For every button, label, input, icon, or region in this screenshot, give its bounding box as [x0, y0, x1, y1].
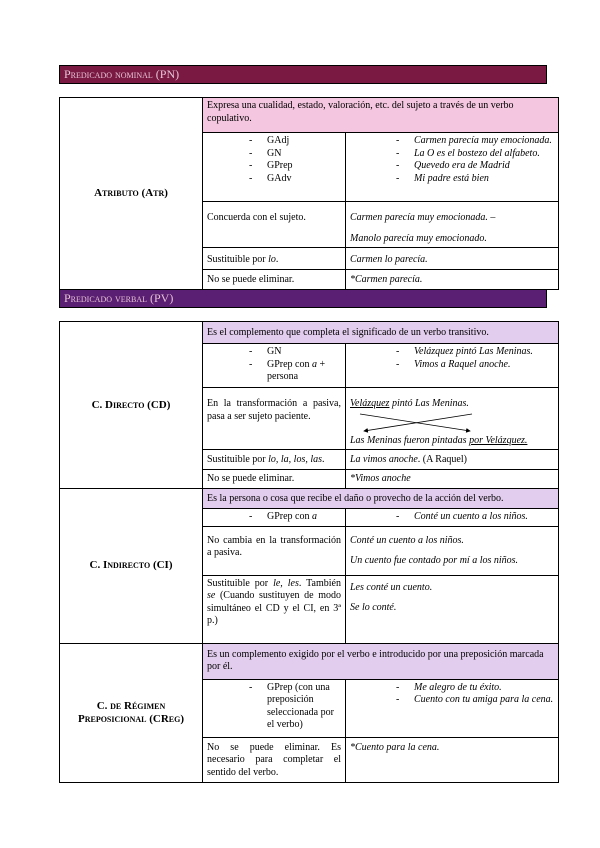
- creg-eliminacion: No se puede eliminar. Es necesario para completar el sentido del verbo.: [203, 737, 346, 782]
- pv-header: Predicado verbal (PV): [59, 289, 547, 308]
- atributo-examples: [346, 133, 559, 202]
- example-line: Se lo conté.: [350, 602, 397, 613]
- list-item: - Velázquez pintó Las Meninas.: [350, 346, 554, 359]
- pv-table: [59, 321, 559, 783]
- ci-label: C. Indirecto (CI): [60, 488, 203, 643]
- creg-label: C. de Régimen Preposicional (CReg): [60, 643, 203, 782]
- ci-pasiva-example: [346, 526, 559, 575]
- list-item: - GPrep: [207, 160, 341, 173]
- pn-header: Predicado nominal (PN): [59, 65, 547, 84]
- creg-forms: [203, 679, 346, 737]
- list-item: - Quevedo era de Madrid: [350, 160, 554, 173]
- cd-pasiva-example: [346, 388, 559, 450]
- list-item: - GPrep con a: [207, 511, 341, 524]
- atributo-label: Atributo (Atr): [60, 98, 203, 290]
- list-item: - GN: [207, 148, 341, 161]
- list-item: - Mi padre está bien: [350, 173, 554, 186]
- list-item: - GPrep con a + persona: [207, 359, 341, 384]
- atributo-table: [59, 97, 559, 290]
- list-item: - Vimos a Raquel anoche.: [350, 359, 554, 372]
- list-item: - GAdv: [207, 173, 341, 186]
- list-item: - GN: [207, 346, 341, 359]
- cd-pasiva: En la transformación a pasiva, pasa a ser sujeto paciente.: [203, 388, 346, 450]
- atributo-concord: Concuerda con el sujeto.: [203, 202, 346, 248]
- example-line: Manolo parecía muy emocionado.: [350, 232, 487, 244]
- list-item: - Carmen parecía muy emocionada.: [350, 135, 554, 148]
- cd-definition: Es el complemento que completa el significado de un verbo transitivo.: [203, 322, 559, 344]
- creg-eliminacion-example: *Cuento para la cena.: [346, 737, 559, 782]
- list-item: - GAdj: [207, 135, 341, 148]
- ci-pasiva: No cambia en la transformación a pasiva.: [203, 526, 346, 575]
- atributo-eliminacion: No se puede eliminar.: [203, 270, 346, 290]
- ci-sustitucion-example: [346, 575, 559, 643]
- list-item: - Conté un cuento a los niños.: [350, 511, 554, 524]
- cd-forms: [203, 344, 346, 388]
- cd-sustitucion-example: La vimos anoche. (A Raquel): [346, 450, 559, 470]
- cd-examples: [346, 344, 559, 388]
- atributo-eliminacion-example: *Carmen parecía.: [346, 270, 559, 290]
- example-line: Velázquez pintó Las Meninas.: [350, 398, 469, 409]
- ci-sustitucion: Sustituible por le, les. También se (Cuando sustituyen de modo simultáneo el CD y el CI, en 3ª p.): [203, 575, 346, 643]
- ci-definition: Es la persona o cosa que recibe el daño o provecho de la acción del verbo.: [203, 488, 559, 508]
- cd-sustitucion: Sustituible por lo, la, los, las.: [203, 450, 346, 470]
- atributo-sustitucion: Sustituible por lo.: [203, 248, 346, 270]
- example-line: Un cuento fue contado por mí a los niños.: [350, 555, 519, 566]
- atributo-sustitucion-example: Carmen lo parecía.: [346, 248, 559, 270]
- atributo-forms: [203, 133, 346, 202]
- cd-label: C. Directo (CD): [60, 322, 203, 489]
- example-line: Les conté un cuento.: [350, 581, 433, 593]
- creg-definition: Es un complemento exigido por el verbo e introducido por una preposición marcada por él.: [203, 643, 559, 679]
- example-line: Conté un cuento a los niños.: [350, 534, 464, 546]
- atributo-definition: Expresa una cualidad, estado, valoración, etc. del sujeto a través de un verbo copulativo.: [203, 98, 559, 133]
- example-line: Carmen parecía muy emocionada. –: [350, 212, 496, 223]
- creg-examples: [346, 679, 559, 737]
- atributo-concord-example: [346, 202, 559, 248]
- list-item: - GPrep (con una preposición seleccionada por el verbo): [207, 682, 341, 732]
- cd-eliminacion-example: *Vimos anoche: [346, 470, 559, 489]
- list-item: - Cuento con tu amiga para la cena.: [350, 694, 554, 707]
- ci-examples: [346, 508, 559, 526]
- cd-eliminacion: No se puede eliminar.: [203, 470, 346, 489]
- crossing-arrows-icon: [352, 412, 502, 434]
- example-line: Las Meninas fueron pintadas por Velázquez.: [350, 434, 528, 446]
- list-item: - Me alegro de tu éxito.: [350, 682, 554, 695]
- list-item: - La O es el bostezo del alfabeto.: [350, 148, 554, 161]
- ci-forms: [203, 508, 346, 526]
